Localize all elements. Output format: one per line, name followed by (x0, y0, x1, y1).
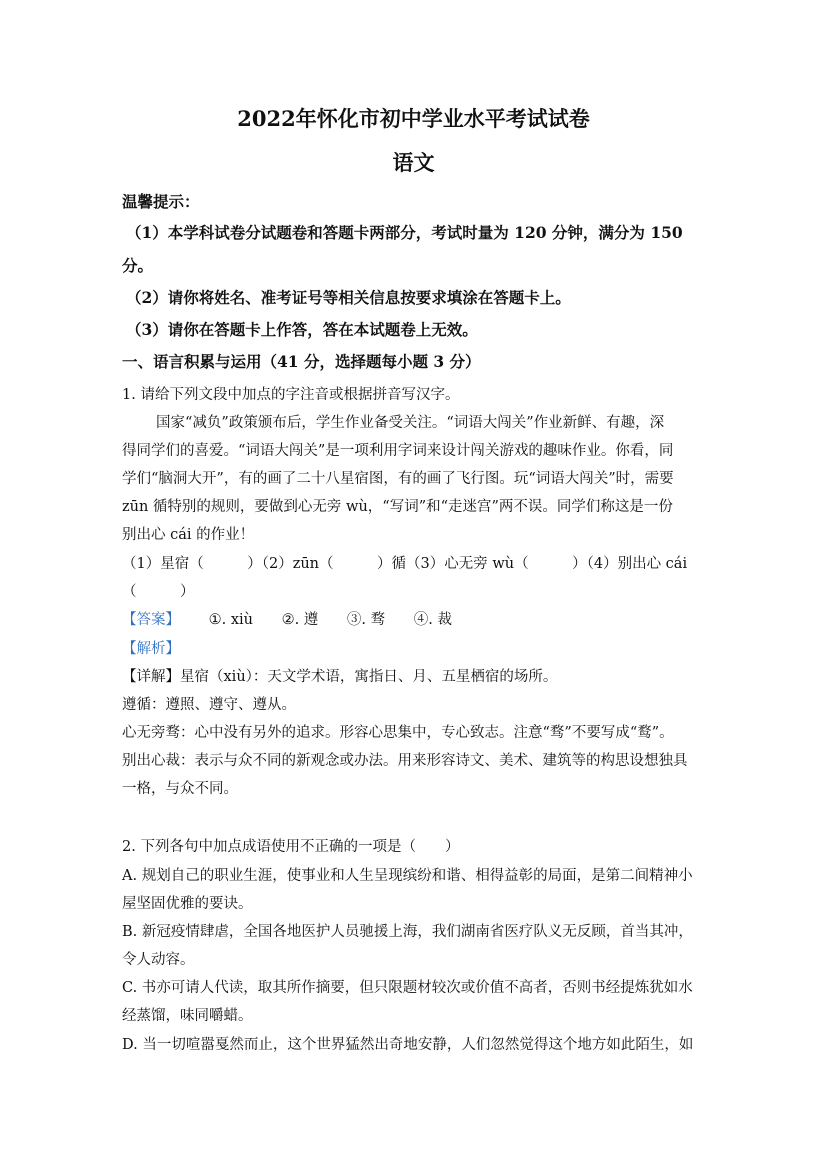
detail-line: 一格，与众不同。 (122, 781, 238, 797)
question-1-stem: 1. 请给下列文段中加点的字注音或根据拼音写汉字。 (122, 387, 460, 403)
option-line: 令人动容。 (122, 952, 195, 968)
detail-line: 心无旁骛：心中没有另外的追求。形容心思集中，专心致志。注意“骛”不要写成“鹜”。 (122, 725, 674, 741)
notice-line: 分。 (122, 256, 154, 275)
option-line: C. 书亦可请人代读，取其所作摘要，但只限题材较次或价值不高者，否则书经提炼犹如水 (122, 980, 693, 996)
exam-title: 2022年怀化市初中学业水平考试试卷 (237, 106, 590, 131)
detail-line: 【详解】星宿（xiù）：天文学术语，寓指日、月、五星栖宿的场所。 (122, 669, 558, 685)
option-line: 经蒸馏，味同嚼蜡。 (122, 1008, 253, 1024)
passage-line: 国家“减负”政策颁布后，学生作业备受关注。“词语大闯关”作业新鲜、有趣，深 (156, 415, 665, 431)
notice-heading: 温馨提示： (122, 192, 200, 211)
passage-line: 得同学们的喜爱。“词语大闯关”是一项利用字词来设计闯关游戏的趣味作业。你看，同 (122, 443, 674, 459)
option-line: A. 规划自己的职业生涯，使事业和人生呈现缤纷和谐、相得益彰的局面，是第二间精神小 (122, 868, 693, 884)
blank-line: （ ） (122, 584, 195, 600)
notice-line: （3）请你在答题卡上作答，答在本试题卷上无效。 (126, 320, 478, 339)
answer-item: ②. 遵 (281, 612, 319, 628)
analysis-label: 【解析】 (122, 641, 180, 657)
section-heading: 一、语言积累与运用（41 分，选择题每小题 3 分） (122, 352, 481, 371)
detail-line: 别出心裁：表示与众不同的新观念或办法。用来形容诗文、美术、建筑等的构思设想独具 (122, 753, 688, 769)
question-2-stem: 2. 下列各句中加点成语使用不正确的一项是（ ） (122, 839, 460, 855)
blank-line: （1）星宿（ ）（2）zūn（ ）循（3）心无旁 wù（ ）（4）别出心 cái (122, 556, 688, 572)
notice-line: （1）本学科试卷分试题卷和答题卡两部分，考试时量为 120 分钟，满分为 150 (126, 223, 683, 242)
answer-item: ③. 骛 (346, 612, 386, 628)
option-line: B. 新冠疫情肆虐，全国各地医护人员驰援上海，我们湖南省医疗队义无反顾，首当其冲， (122, 924, 693, 940)
answer-label: 【答案】 (122, 612, 180, 628)
notice-line: （2）请你将姓名、准考证号等相关信息按要求填涂在答题卡上。 (126, 288, 571, 307)
option-line: 屋坚固优雅的要诀。 (122, 896, 253, 912)
option-line: D. 当一切喧嚣戛然而止，这个世界猛然出奇地安静，人们忽然觉得这个地方如此陌生，如 (122, 1037, 694, 1053)
answer-item: ④. 裁 (413, 612, 452, 628)
answer-row (122, 608, 452, 629)
subject-title: 语文 (392, 150, 435, 175)
passage-line: zūn 循特别的规则，要做到心无旁 wù，“写词”和“走迷宫”两不误。同学们称这是一份 (122, 499, 673, 515)
passage-line: 学们“脑洞大开”，有的画了二十八星宿图，有的画了飞行图。玩“词语大闯关”时，需要 (122, 471, 674, 487)
detail-line: 遵循：遵照、遵守、遵从。 (122, 697, 296, 713)
passage-line: 别出心 cái 的作业！ (122, 527, 255, 543)
answer-item: ①. xiù (208, 612, 253, 628)
